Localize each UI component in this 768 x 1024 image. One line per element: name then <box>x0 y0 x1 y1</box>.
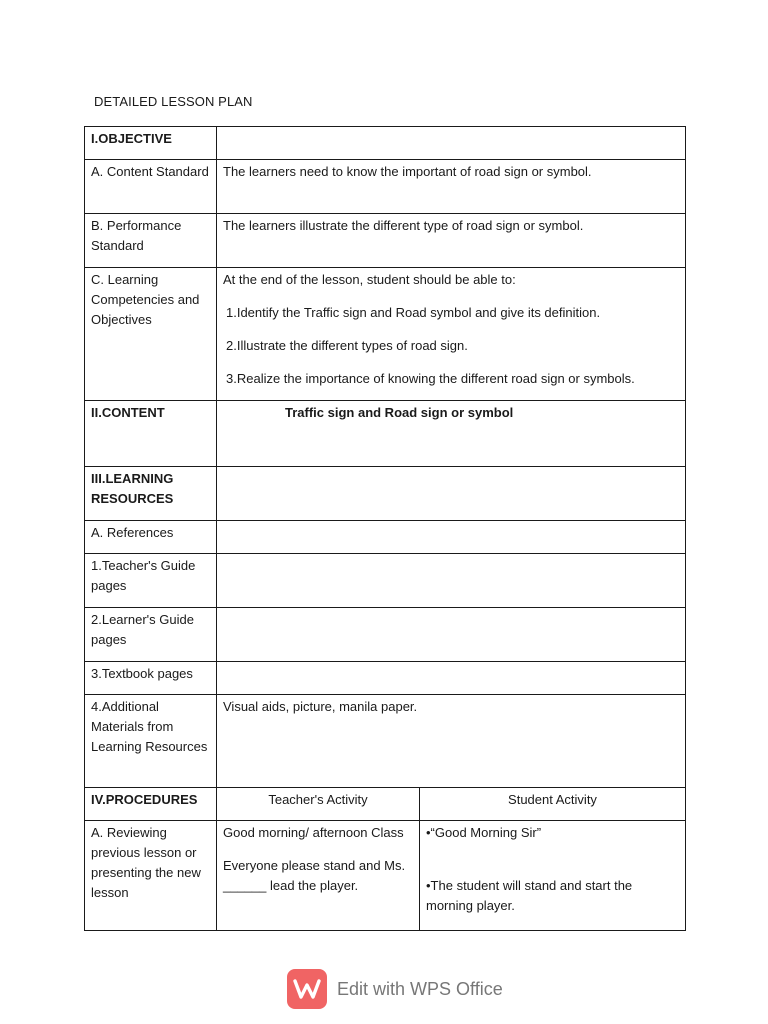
wps-edit-label[interactable]: Edit with WPS Office <box>337 978 503 999</box>
reviewing-student-activity <box>420 821 686 931</box>
content-title: Traffic sign and Road sign or symbol <box>285 405 514 420</box>
references-value <box>217 521 686 554</box>
content-label: II.CONTENT <box>85 401 217 467</box>
references-label: A. References <box>85 521 217 554</box>
lesson-plan-table <box>84 126 686 931</box>
competencies-intro: At the end of the lesson, student should be able to: <box>223 272 516 287</box>
teacher-instruction: Everyone please stand and Ms. ______ lead the player. <box>223 858 406 893</box>
learning-resources-value <box>217 467 686 521</box>
competencies-value <box>217 268 686 401</box>
table-row-teachers-guide <box>85 554 686 608</box>
table-row-learning-resources <box>85 467 686 521</box>
table-row-content-standard <box>85 160 686 214</box>
competency-item-1: 1.Identify the Traffic sign and Road symbol and give its definition. <box>226 305 601 320</box>
wps-edit-badge[interactable] <box>287 968 503 1010</box>
teachers-guide-label: 1.Teacher's Guide pages <box>85 554 217 608</box>
objective-label: I.OBJECTIVE <box>85 127 217 160</box>
reviewing-teacher-activity <box>217 821 420 931</box>
textbook-label: 3.Textbook pages <box>85 662 217 695</box>
teacher-greeting: Good morning/ afternoon Class <box>223 825 404 840</box>
table-row-reviewing <box>85 821 686 931</box>
performance-standard-label: B. Performance Standard <box>85 214 217 268</box>
competency-item-2: 2.Illustrate the different types of road sign. <box>226 338 468 353</box>
content-value <box>217 401 686 467</box>
page-title: DETAILED LESSON PLAN <box>94 94 253 109</box>
reviewing-label: A. Reviewing previous lesson or presenting the new lesson <box>85 821 217 931</box>
objective-value <box>217 127 686 160</box>
performance-standard-value: The learners illustrate the different type of road sign or symbol. <box>217 214 686 268</box>
table-row-performance-standard <box>85 214 686 268</box>
table-row-competencies <box>85 268 686 401</box>
textbook-value <box>217 662 686 695</box>
table-row-objective <box>85 127 686 160</box>
content-standard-value: The learners need to know the important of road sign or symbol. <box>217 160 686 214</box>
table-row-procedures <box>85 788 686 821</box>
learning-resources-label: III.LEARNING RESOURCES <box>85 467 217 521</box>
additional-materials-value: Visual aids, picture, manila paper. <box>217 695 686 788</box>
table-row-content <box>85 401 686 467</box>
table-row-references <box>85 521 686 554</box>
wps-logo-icon <box>287 969 327 1009</box>
table-row-textbook <box>85 662 686 695</box>
competency-item-3: 3.Realize the importance of knowing the different road sign or symbols. <box>226 371 635 386</box>
content-standard-label: A. Content Standard <box>85 160 217 214</box>
competencies-label: C. Learning Competencies and Objectives <box>85 268 217 401</box>
teacher-activity-header: Teacher's Activity <box>217 788 420 821</box>
learners-guide-value <box>217 608 686 662</box>
table-row-learners-guide <box>85 608 686 662</box>
student-greeting: •“Good Morning Sir” <box>426 825 542 840</box>
teachers-guide-value <box>217 554 686 608</box>
learners-guide-label: 2.Learner's Guide pages <box>85 608 217 662</box>
student-activity-header: Student Activity <box>420 788 686 821</box>
table-row-additional-materials <box>85 695 686 788</box>
procedures-label: IV.PROCEDURES <box>85 788 217 821</box>
student-response: •The student will stand and start the morning player. <box>426 878 633 913</box>
additional-materials-label: 4.Additional Materials from Learning Resources <box>85 695 217 788</box>
